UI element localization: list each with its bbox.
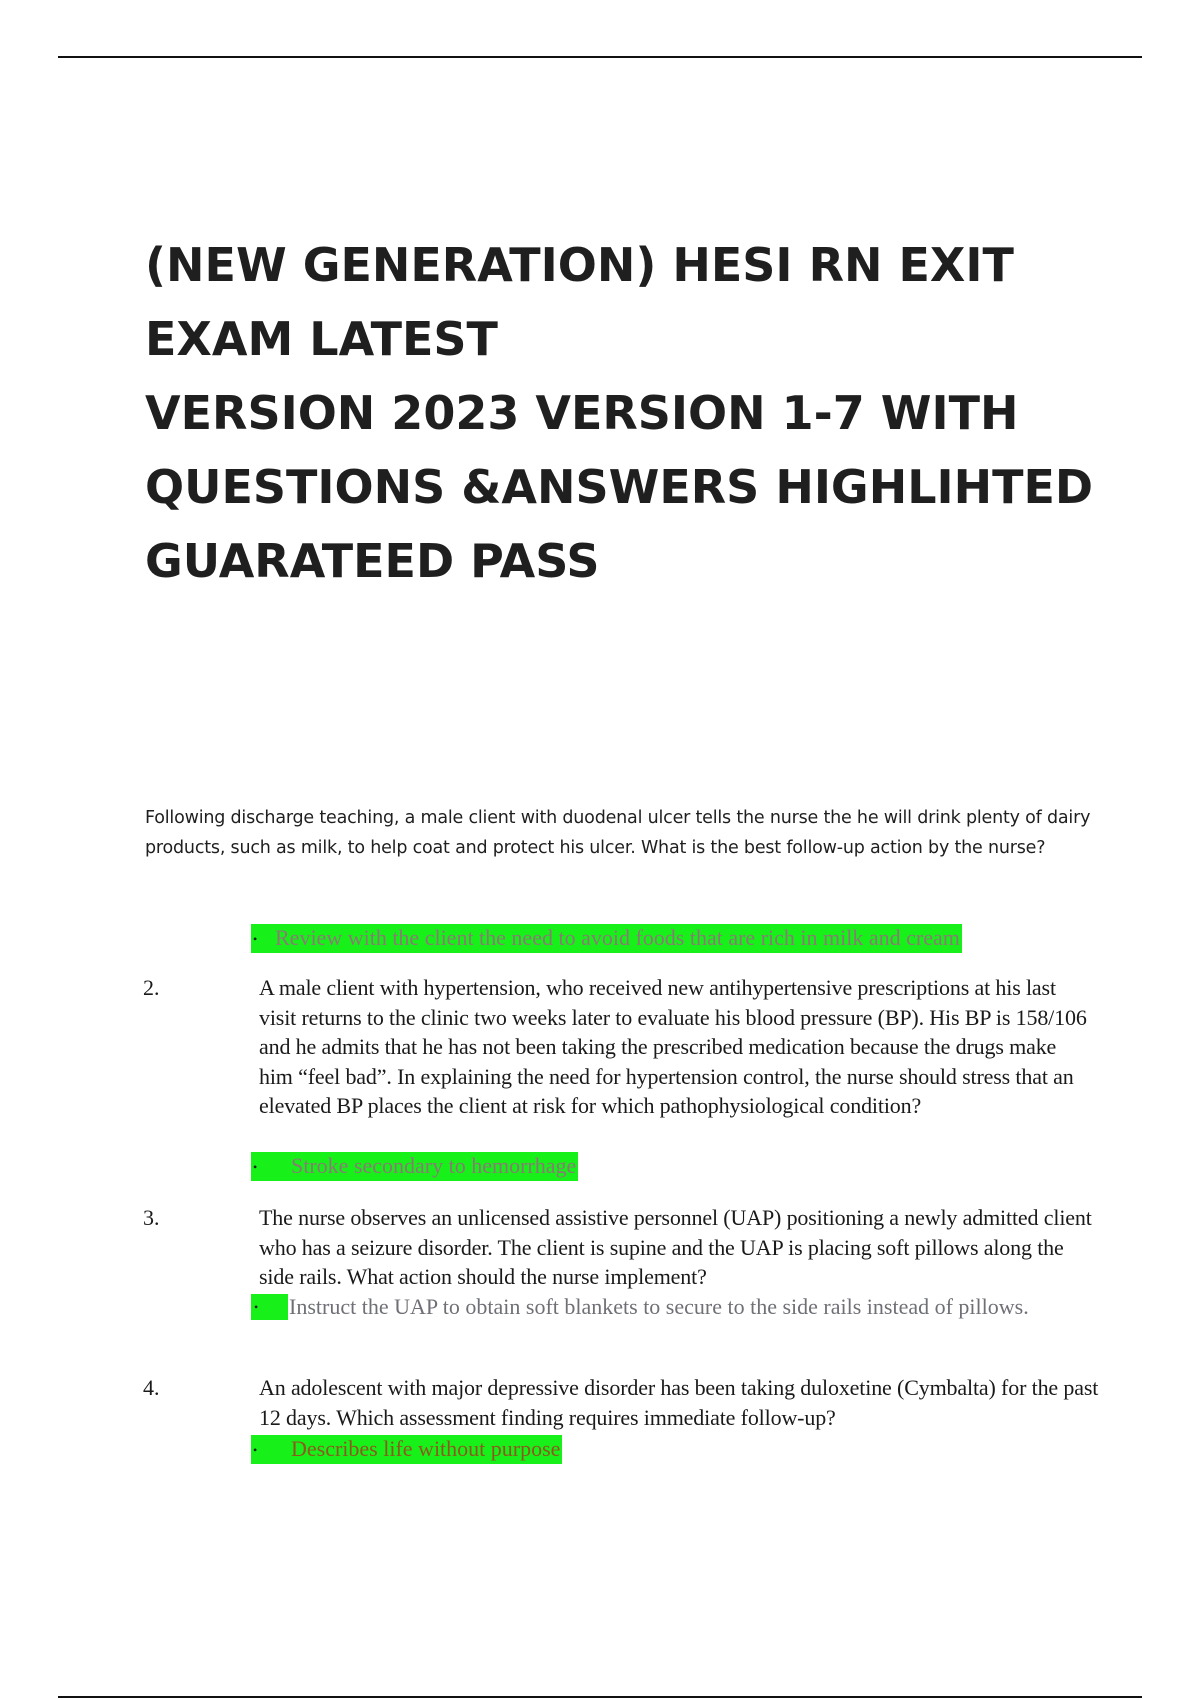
answer-text: Describes life without purpose bbox=[291, 1436, 561, 1461]
intro-answer-highlight bbox=[251, 924, 962, 953]
title-line: VERSION 2023 VERSION 1-7 WITH bbox=[145, 386, 1019, 440]
title-line: EXAM LATEST bbox=[145, 312, 498, 366]
answer-highlight bbox=[251, 1152, 578, 1181]
title-line: QUESTIONS &ANSWERS HIGHLIHTED bbox=[145, 460, 1094, 514]
highlight-mark bbox=[251, 1294, 288, 1320]
question-text: An adolescent with major depressive disorder has been taking duloxetine (Cymbalta) for the past 12 days. Which assessment finding requires immediate follow-up? bbox=[259, 1375, 1099, 1430]
answer-text: Stroke secondary to hemorrhage bbox=[291, 1153, 577, 1178]
question-number: 2. bbox=[143, 975, 160, 1000]
answer-highlight bbox=[251, 1435, 562, 1464]
question-number: 4. bbox=[143, 1375, 160, 1400]
intro-answer-text: Review with the client the need to avoid foods that are rich in milk and cream bbox=[275, 925, 960, 950]
top-rule bbox=[58, 56, 1142, 58]
answer-text: Instruct the UAP to obtain soft blankets to secure to the side rails instead of pillows. bbox=[289, 1294, 1029, 1319]
document-title bbox=[145, 228, 1155, 598]
bottom-rule bbox=[58, 1696, 1142, 1698]
intro-question: Following discharge teaching, a male client with duodenal ulcer tells the nurse the he will drink plenty of dairy products, such as milk, to help coat and protect his ulcer. What is the best follow-up action by the nurse? bbox=[145, 808, 1091, 858]
bullet-icon: • bbox=[254, 1300, 259, 1314]
question-text: A male client with hypertension, who received new antihypertensive prescriptions at his last visit returns to the clinic two weeks later to evaluate his blood pressure (BP). His BP is 158/106 and he admits that he has not been taking the prescribed medication because the drugs make him “feel bad”. In explaining the need for hypertension control, the nurse should stress that an elevated BP places the client at risk for which pathophysiological condition? bbox=[259, 975, 1087, 1118]
bullet-icon: • bbox=[253, 1443, 258, 1458]
bullet-icon: • bbox=[253, 1160, 258, 1175]
bullet-icon: • bbox=[253, 932, 258, 947]
question-text: The nurse observes an unlicensed assistive personnel (UAP) positioning a newly admitted client who has a seizure disorder. The client is supine and the UAP is placing soft pillows along the side rails. What action should the nurse implement? bbox=[259, 1205, 1092, 1289]
question-number: 3. bbox=[143, 1205, 160, 1230]
title-line: (NEW GENERATION) HESI RN EXIT bbox=[145, 238, 1014, 292]
title-line: GUARATEED PASS bbox=[145, 534, 600, 588]
